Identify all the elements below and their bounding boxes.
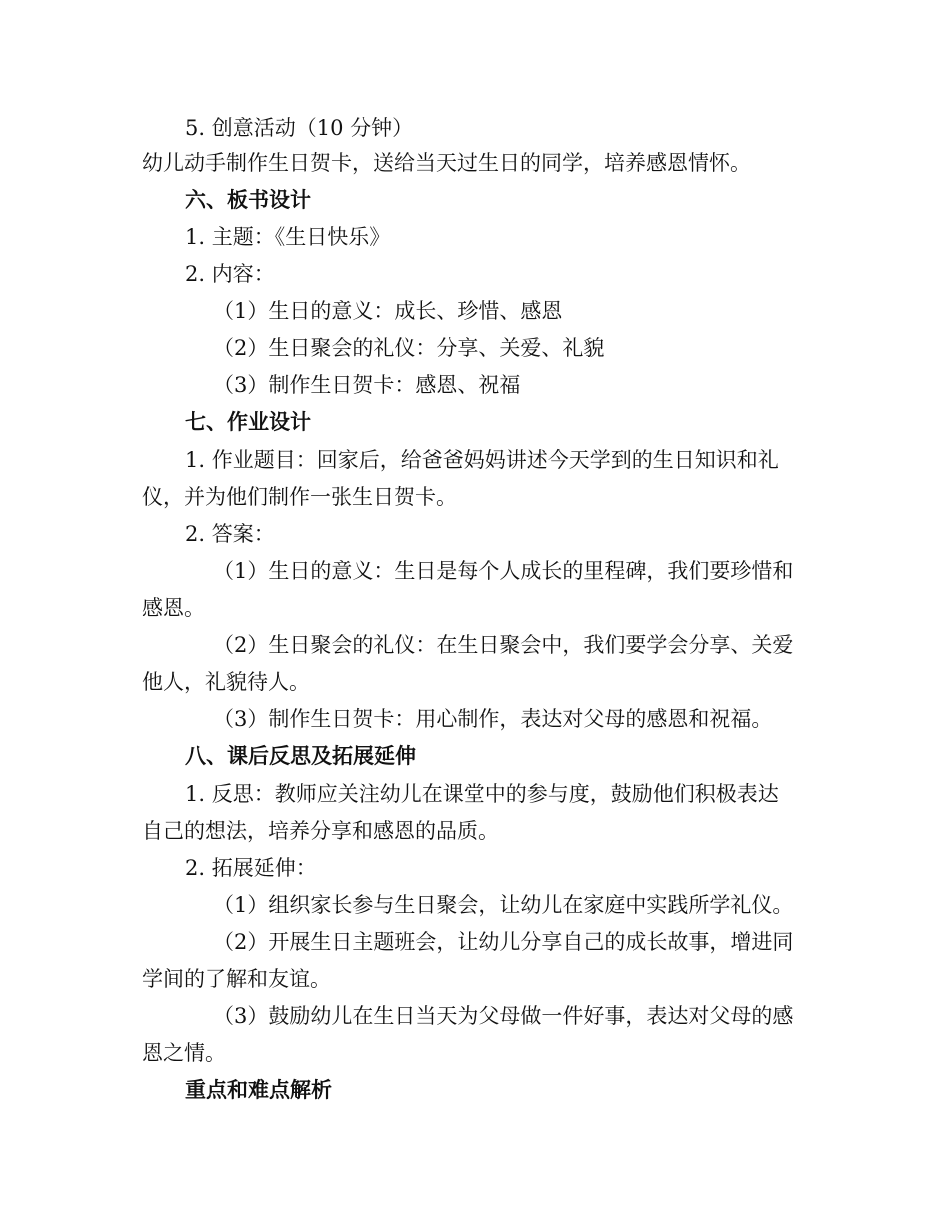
reflection-item-1-line-1: 1. 反思：教师应关注幼儿在课堂中的参与度，鼓励他们积极表达	[185, 782, 779, 806]
reflection-item-1-line-2: 自己的想法，培养分享和感恩的品质。	[142, 819, 499, 843]
heading-board-design: 六、板书设计	[185, 188, 311, 212]
homework-item-1-line-2: 仪，并为他们制作一张生日贺卡。	[142, 485, 457, 509]
homework-answer-2-line-1: （2）生日聚会的礼仪：在生日聚会中，我们要学会分享、关爱	[213, 633, 794, 657]
board-sub-1: （1）生日的意义：成长、珍惜、感恩	[213, 299, 563, 323]
board-sub-2: （2）生日聚会的礼仪：分享、关爱、礼貌	[213, 336, 605, 360]
activity-5-body: 幼儿动手制作生日贺卡，送给当天过生日的同学，培养感恩情怀。	[142, 151, 751, 175]
board-item-1: 1. 主题：《生日快乐》	[185, 225, 391, 249]
heading-key-difficult-points: 重点和难点解析	[185, 1078, 332, 1102]
board-item-2: 2. 内容：	[185, 262, 275, 286]
extension-2-line-2: 学间的了解和友谊。	[142, 967, 331, 991]
homework-answer-1-line-1: （1）生日的意义：生日是每个人成长的里程碑，我们要珍惜和	[213, 559, 794, 583]
reflection-item-2: 2. 拓展延伸：	[185, 856, 317, 880]
heading-homework-design: 七、作业设计	[185, 410, 311, 434]
homework-item-2: 2. 答案：	[185, 522, 275, 546]
heading-reflection-extension: 八、课后反思及拓展延伸	[185, 744, 416, 768]
homework-answer-2-line-2: 他人，礼貌待人。	[142, 670, 310, 694]
homework-item-1-line-1: 1. 作业题目：回家后，给爸爸妈妈讲述今天学到的生日知识和礼	[185, 448, 779, 472]
extension-3-line-2: 恩之情。	[142, 1041, 226, 1065]
extension-2-line-1: （2）开展生日主题班会，让幼儿分享自己的成长故事，增进同	[213, 930, 794, 954]
homework-answer-3: （3）制作生日贺卡：用心制作，表达对父母的感恩和祝福。	[213, 707, 773, 731]
extension-1: （1）组织家长参与生日聚会，让幼儿在家庭中实践所学礼仪。	[213, 893, 794, 917]
homework-answer-1-line-2: 感恩。	[142, 596, 205, 620]
board-sub-3: （3）制作生日贺卡：感恩、祝福	[213, 373, 521, 397]
extension-3-line-1: （3）鼓励幼儿在生日当天为父母做一件好事，表达对父母的感	[213, 1004, 794, 1028]
activity-5-title: 5. 创意活动（10 分钟）	[185, 116, 414, 140]
